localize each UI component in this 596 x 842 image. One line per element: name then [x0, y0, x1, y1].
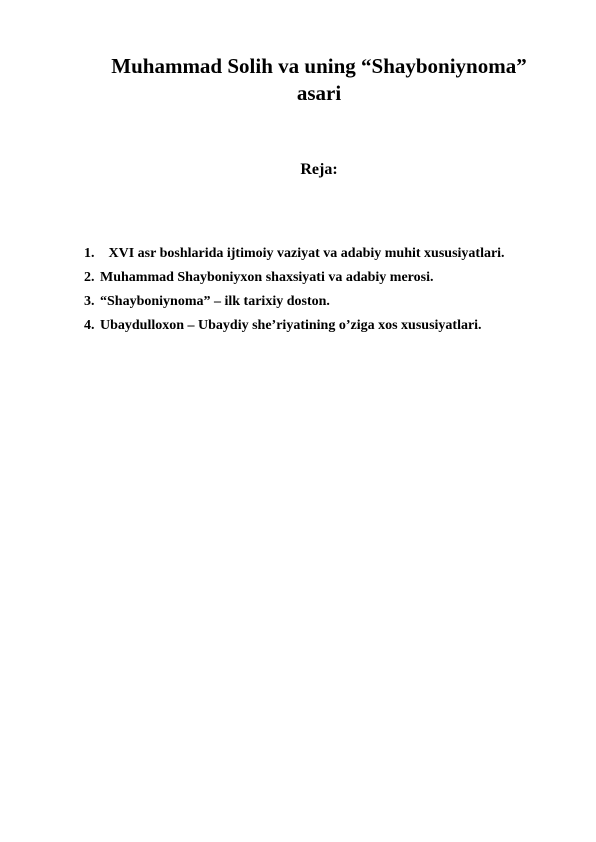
- plan-list: [84, 242, 554, 338]
- document-title-line1: Muhammad Solih va uning “Shayboniynoma”: [111, 54, 527, 78]
- document-title-line2: asari: [296, 81, 342, 105]
- plan-item-number: 3.: [84, 294, 95, 309]
- plan-item-4: [84, 314, 554, 338]
- plan-item-number: 1.: [84, 246, 95, 261]
- plan-item-number: 4.: [84, 318, 95, 333]
- plan-item-text: XVI asr boshlarida ijtimoiy vaziyat va adabiy muhit xususiyatlari.: [108, 246, 505, 261]
- plan-item-text: Ubaydulloxon – Ubaydiy she’riyatining o’ziga xos xususiyatlari.: [100, 318, 482, 333]
- document-title: [80, 53, 558, 107]
- plan-item-text: Muhammad Shayboniyxon shaxsiyati va adabiy merosi.: [100, 270, 434, 285]
- plan-item-2: [84, 266, 554, 290]
- plan-item-text: “Shayboniynoma” – ilk tarixiy doston.: [100, 294, 330, 309]
- plan-item-3: [84, 290, 554, 314]
- plan-item-1: [84, 242, 554, 266]
- plan-heading: Reja:: [300, 161, 338, 178]
- plan-item-number: 2.: [84, 270, 95, 285]
